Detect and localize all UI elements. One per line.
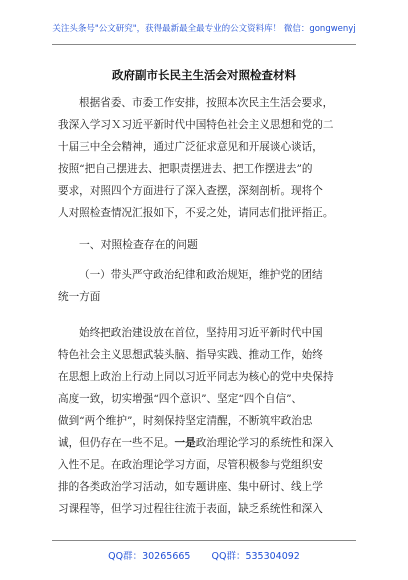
body-line: 入性不足。在政治理论学习方面，尽管积极参与党组织安: [58, 459, 323, 471]
body-paragraph: [58, 322, 352, 520]
body-line-text: 诚，但仍存在一些不足。: [58, 437, 175, 449]
body-line: 特色社会主义思想武装头脑、指导实践、推动工作，始终: [58, 349, 323, 361]
header-note: 关注头条号"公文研究"，获得最新最全最专业的公文资料库！ 微信：gongwenyj: [52, 24, 356, 34]
intro-line: 要求，对照四个方面进行了深入查摆，深刻剖析。现将个: [58, 185, 323, 197]
footer-qq-group-1: QQ群：30265665: [108, 551, 191, 562]
emphasis-marker: 一是: [174, 437, 196, 449]
intro-line: 我深入学习Ｘ习近平新时代中国特色社会主义思想和党的二: [58, 119, 334, 131]
footer-divider: [52, 540, 356, 541]
body-line: 习课程等，但学习过程往往流于表面，缺乏系统性和深入: [58, 503, 323, 515]
intro-paragraph: [58, 92, 352, 224]
header-divider: [52, 44, 356, 45]
section-heading: 一、对照检查存在的问题: [79, 238, 198, 251]
body-line-text: 政治理论学习的系统性和深入: [195, 437, 334, 449]
sub-heading: [58, 264, 352, 308]
page-title: 政府副市长民主生活会对照检查材料: [112, 68, 296, 82]
body-line: 始终把政治建设放在首位，坚持用习近平新时代中国: [79, 327, 323, 339]
body-line: 做到“两个维护”，时刻保持坚定清醒，不断筑牢政治忠: [58, 415, 313, 427]
intro-line: 十届三中全会精神，通过广泛征求意见和开展谈心谈话，: [58, 141, 323, 153]
footer: [0, 548, 408, 562]
body-line: 排的各类政治学习活动，如专题讲座、集中研讨、线上学: [58, 481, 323, 493]
intro-line: 根据省委、市委工作安排，按照本次民主生活会要求，: [79, 97, 334, 109]
sub-heading-line: （一）带头严守政治纪律和政治规矩，维护党的团结: [79, 269, 323, 281]
sub-heading-line: 统一方面: [58, 291, 101, 303]
intro-line: 按照“把自己摆进去、把职责摆进去、把工作摆进去”的: [58, 163, 313, 175]
footer-qq-group-2: QQ群：535304092: [211, 551, 300, 562]
body-line: 在思想上政治上行动上同以习近平同志为核心的党中央保持: [58, 371, 334, 383]
body-line: 高度一致，切实增强“四个意识”、坚定“四个自信”、: [58, 393, 303, 405]
intro-line: 人对照检查情况汇报如下，不妥之处，请同志们批评指正。: [58, 207, 334, 219]
body-line: [58, 432, 352, 454]
